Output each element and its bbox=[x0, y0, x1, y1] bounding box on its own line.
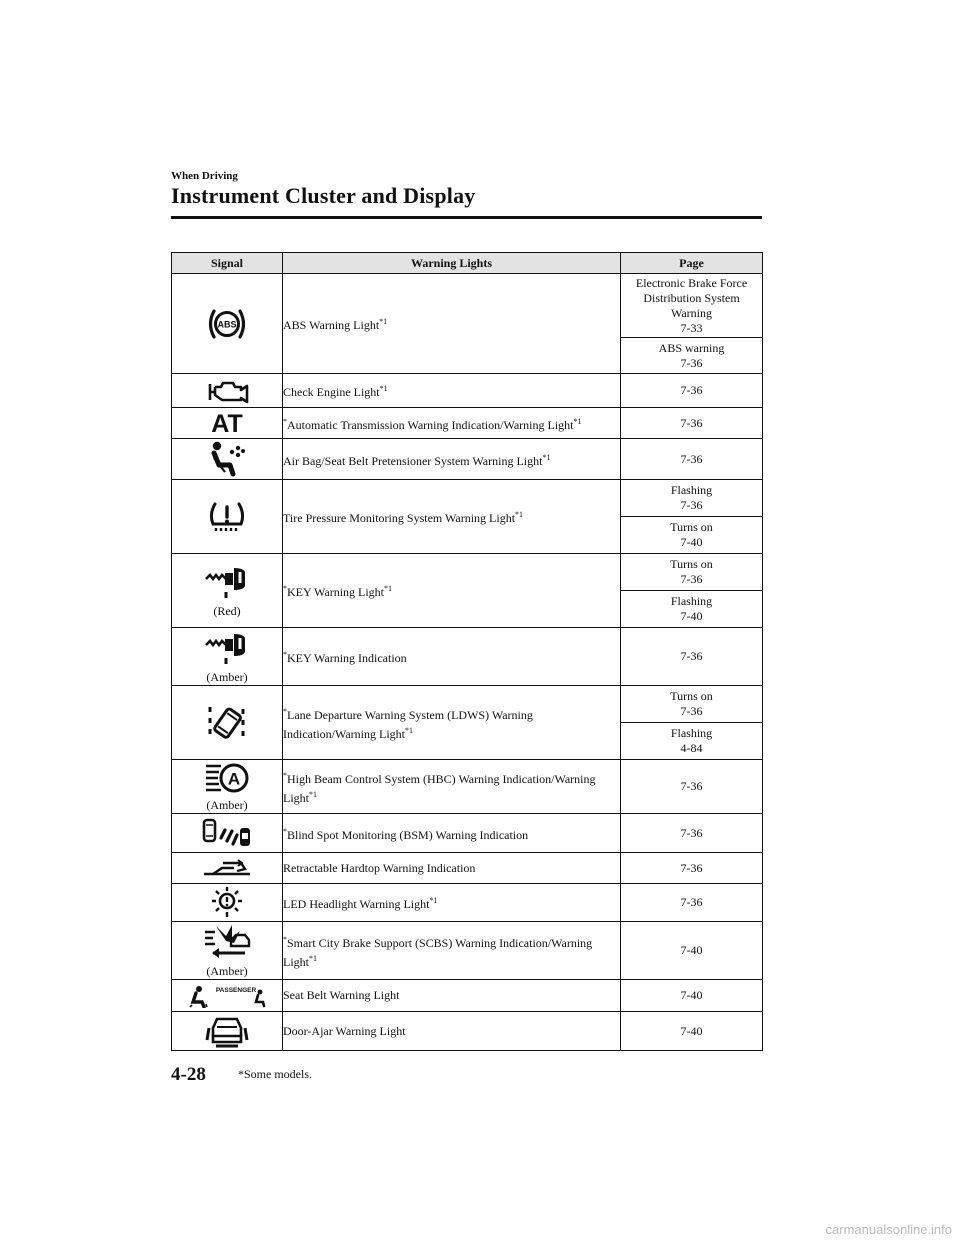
table-row bbox=[172, 628, 763, 686]
signal-cell bbox=[172, 480, 283, 554]
page-cell bbox=[621, 517, 763, 554]
page-title: Instrument Cluster and Display bbox=[171, 183, 476, 208]
footnote-mark: *1 bbox=[429, 896, 438, 905]
page-cell bbox=[621, 554, 763, 591]
some-models-asterisk: * bbox=[283, 416, 287, 426]
table-row bbox=[172, 1012, 763, 1051]
page-ref-line: ABS warning bbox=[658, 340, 725, 355]
abs-warning-icon bbox=[205, 304, 249, 344]
signal-cell bbox=[172, 853, 283, 884]
warning-light-name: Door-Ajar Warning Light bbox=[283, 1023, 406, 1038]
table-row bbox=[172, 760, 763, 814]
page-cell bbox=[621, 439, 763, 480]
some-models-asterisk: * bbox=[283, 770, 287, 780]
warning-light-name: High Beam Control System (HBC) Warning Indication/Warning Light bbox=[283, 771, 596, 805]
page-ref-line: 7-40 bbox=[680, 609, 703, 623]
page-ref-line: Turns on bbox=[670, 689, 713, 703]
svg-text:ABS: ABS bbox=[217, 319, 237, 329]
tire-pressure-icon bbox=[207, 498, 247, 536]
page-ref-line: 7-40 bbox=[680, 535, 703, 549]
warning-light-name: KEY Warning Light bbox=[287, 585, 385, 599]
air-bag-icon bbox=[207, 440, 247, 478]
svg-text:A: A bbox=[227, 769, 241, 789]
icon-color-label: (Amber) bbox=[206, 964, 248, 978]
page-ref-line: Turns on bbox=[670, 520, 713, 534]
page-ref-line: Distribution System bbox=[643, 290, 740, 305]
table-row bbox=[172, 980, 763, 1012]
smart-city-brake-icon bbox=[201, 922, 253, 960]
table-row bbox=[172, 274, 763, 338]
page-ref-line: Turns on bbox=[670, 557, 713, 571]
table-header-row bbox=[172, 253, 763, 274]
warning-light-name: Lane Departure Warning System (LDWS) Warning Indication/Warning Light bbox=[283, 707, 533, 741]
page-cell bbox=[621, 591, 763, 628]
icon-color-label: (Amber) bbox=[206, 798, 248, 812]
page-ref-line: 7-36 bbox=[680, 383, 703, 397]
warning-light-cell bbox=[283, 814, 621, 853]
column-header-page: Page bbox=[621, 253, 763, 274]
footnote-mark: *1 bbox=[573, 416, 582, 426]
check-engine-icon bbox=[203, 376, 251, 406]
page-cell bbox=[621, 853, 763, 884]
signal-cell bbox=[172, 884, 283, 922]
table-row bbox=[172, 374, 763, 408]
page-ref-line: 7-36 bbox=[680, 860, 703, 875]
page-ref-line: 7-36 bbox=[680, 355, 703, 370]
warning-light-cell bbox=[283, 760, 621, 814]
page-ref-line: Flashing bbox=[670, 726, 713, 740]
warning-light-cell bbox=[283, 686, 621, 760]
footnote-mark: *1 bbox=[309, 953, 317, 963]
page-ref-line: 7-36 bbox=[680, 451, 703, 466]
title-rule bbox=[171, 216, 762, 219]
warning-light-name: Retractable Hardtop Warning Indication bbox=[283, 860, 476, 875]
warning-light-name: LED Headlight Warning Light bbox=[283, 897, 430, 911]
signal-cell bbox=[172, 628, 283, 686]
footnote-mark: *1 bbox=[309, 789, 317, 799]
signal-cell bbox=[172, 408, 283, 439]
warning-light-cell bbox=[283, 480, 621, 554]
table-row bbox=[172, 554, 763, 591]
warning-light-cell bbox=[283, 628, 621, 686]
lane-departure-icon bbox=[205, 701, 249, 745]
page-cell bbox=[621, 723, 763, 760]
high-beam-control-icon bbox=[203, 760, 251, 794]
key-warning-icon bbox=[203, 628, 251, 666]
warning-light-cell bbox=[283, 922, 621, 980]
footnote-mark: *1 bbox=[379, 384, 388, 393]
page-ref-line: 7-36 bbox=[680, 649, 703, 663]
svg-text:PASSENGER: PASSENGER bbox=[215, 986, 257, 994]
warning-light-cell bbox=[283, 853, 621, 884]
page-cell bbox=[621, 686, 763, 723]
led-headlight-icon bbox=[205, 886, 249, 920]
footnote-mark: *1 bbox=[542, 452, 551, 462]
column-header-warning-lights: Warning Lights bbox=[283, 253, 621, 274]
page-ref-line: 7-36 bbox=[680, 704, 703, 718]
page-ref-line: Electronic Brake Force bbox=[635, 275, 748, 290]
watermark: carmanualsonline.info bbox=[825, 1222, 952, 1237]
page-cell bbox=[621, 480, 763, 517]
key-warning-icon bbox=[203, 562, 251, 600]
signal-cell bbox=[172, 686, 283, 760]
warning-light-cell bbox=[283, 374, 621, 408]
warning-light-cell bbox=[283, 439, 621, 480]
page-number: 4-28 bbox=[171, 1064, 206, 1085]
automatic-transmission-icon bbox=[205, 410, 249, 436]
page-cell bbox=[621, 760, 763, 814]
page-ref-line: 7-36 bbox=[680, 779, 703, 793]
blind-spot-icon bbox=[200, 816, 254, 850]
table-row bbox=[172, 853, 763, 884]
table-row bbox=[172, 884, 763, 922]
footnote-mark: *1 bbox=[384, 584, 393, 593]
table-row bbox=[172, 439, 763, 480]
page-ref-line: 7-33 bbox=[680, 320, 703, 335]
page-ref-line: 7-40 bbox=[680, 988, 703, 1002]
footnote-mark: *1 bbox=[379, 317, 388, 326]
signal-cell bbox=[172, 814, 283, 853]
page-cell bbox=[621, 338, 763, 374]
signal-cell bbox=[172, 439, 283, 480]
some-models-asterisk: * bbox=[283, 650, 287, 659]
warning-light-cell bbox=[283, 408, 621, 439]
page-ref-line: Flashing bbox=[670, 594, 713, 608]
page-ref-line: 7-36 bbox=[680, 572, 703, 586]
page-cell bbox=[621, 374, 763, 408]
warning-light-name: KEY Warning Indication bbox=[287, 651, 407, 665]
icon-color-label: (Red) bbox=[213, 604, 241, 618]
page-cell bbox=[621, 922, 763, 980]
door-ajar-icon bbox=[205, 1012, 249, 1050]
signal-cell bbox=[172, 1012, 283, 1051]
table-row bbox=[172, 408, 763, 439]
warning-light-name: Smart City Brake Support (SCBS) Warning Indication/Warning Light bbox=[283, 935, 593, 969]
signal-cell bbox=[172, 922, 283, 980]
page-ref-line: 7-36 bbox=[680, 895, 703, 909]
page-cell bbox=[621, 814, 763, 853]
table-row bbox=[172, 686, 763, 723]
page-cell bbox=[621, 408, 763, 439]
signal-cell bbox=[172, 274, 283, 374]
warning-light-name: ABS Warning Light bbox=[283, 318, 380, 332]
warning-light-name: Tire Pressure Monitoring System Warning Light bbox=[283, 511, 516, 525]
signal-cell bbox=[172, 374, 283, 408]
footnote: *Some models. bbox=[238, 1067, 312, 1081]
page-ref-line: Warning bbox=[670, 305, 713, 320]
warning-light-cell bbox=[283, 884, 621, 922]
some-models-asterisk: * bbox=[283, 826, 287, 836]
warning-light-cell bbox=[283, 274, 621, 374]
signal-cell bbox=[172, 980, 283, 1012]
page-cell bbox=[621, 628, 763, 686]
signal-cell bbox=[172, 760, 283, 814]
table-row bbox=[172, 922, 763, 980]
page-cell bbox=[621, 1012, 763, 1051]
retractable-hardtop-icon bbox=[201, 856, 253, 880]
some-models-asterisk: * bbox=[283, 584, 287, 593]
warning-lights-table bbox=[171, 252, 763, 1051]
some-models-asterisk: * bbox=[283, 934, 287, 944]
page-ref-line: 7-36 bbox=[680, 498, 703, 512]
table-row bbox=[172, 480, 763, 517]
section-label: When Driving bbox=[171, 170, 238, 182]
column-header-signal: Signal bbox=[172, 253, 283, 274]
warning-light-name: Air Bag/Seat Belt Pretensioner System Warning Light bbox=[283, 453, 543, 468]
warning-light-name: Check Engine Light bbox=[283, 385, 380, 399]
page-ref-line: 4-84 bbox=[680, 741, 703, 755]
signal-cell bbox=[172, 554, 283, 628]
footnote-mark: *1 bbox=[515, 510, 524, 519]
icon-color-label: (Amber) bbox=[206, 670, 248, 684]
seat-belt-passenger-icon bbox=[177, 984, 277, 1008]
page-cell bbox=[621, 884, 763, 922]
page-ref-line: 7-36 bbox=[680, 825, 703, 840]
page-ref-line: 7-36 bbox=[680, 415, 703, 430]
page-ref-line: 7-40 bbox=[680, 943, 703, 957]
table-row bbox=[172, 814, 763, 853]
warning-light-name: Seat Belt Warning Light bbox=[283, 988, 400, 1002]
footnote-mark: *1 bbox=[405, 725, 414, 735]
page-cell bbox=[621, 980, 763, 1012]
svg-text:AT: AT bbox=[211, 410, 243, 436]
warning-light-cell bbox=[283, 980, 621, 1012]
page-ref-line: Flashing bbox=[670, 483, 713, 497]
warning-light-cell bbox=[283, 1012, 621, 1051]
warning-light-cell bbox=[283, 554, 621, 628]
some-models-asterisk: * bbox=[283, 706, 287, 716]
page-ref-line: 7-40 bbox=[680, 1023, 703, 1038]
warning-light-name: Blind Spot Monitoring (BSM) Warning Indication bbox=[287, 827, 529, 842]
page-cell bbox=[621, 274, 763, 338]
warning-light-name: Automatic Transmission Warning Indication/Warning Light bbox=[287, 417, 574, 432]
